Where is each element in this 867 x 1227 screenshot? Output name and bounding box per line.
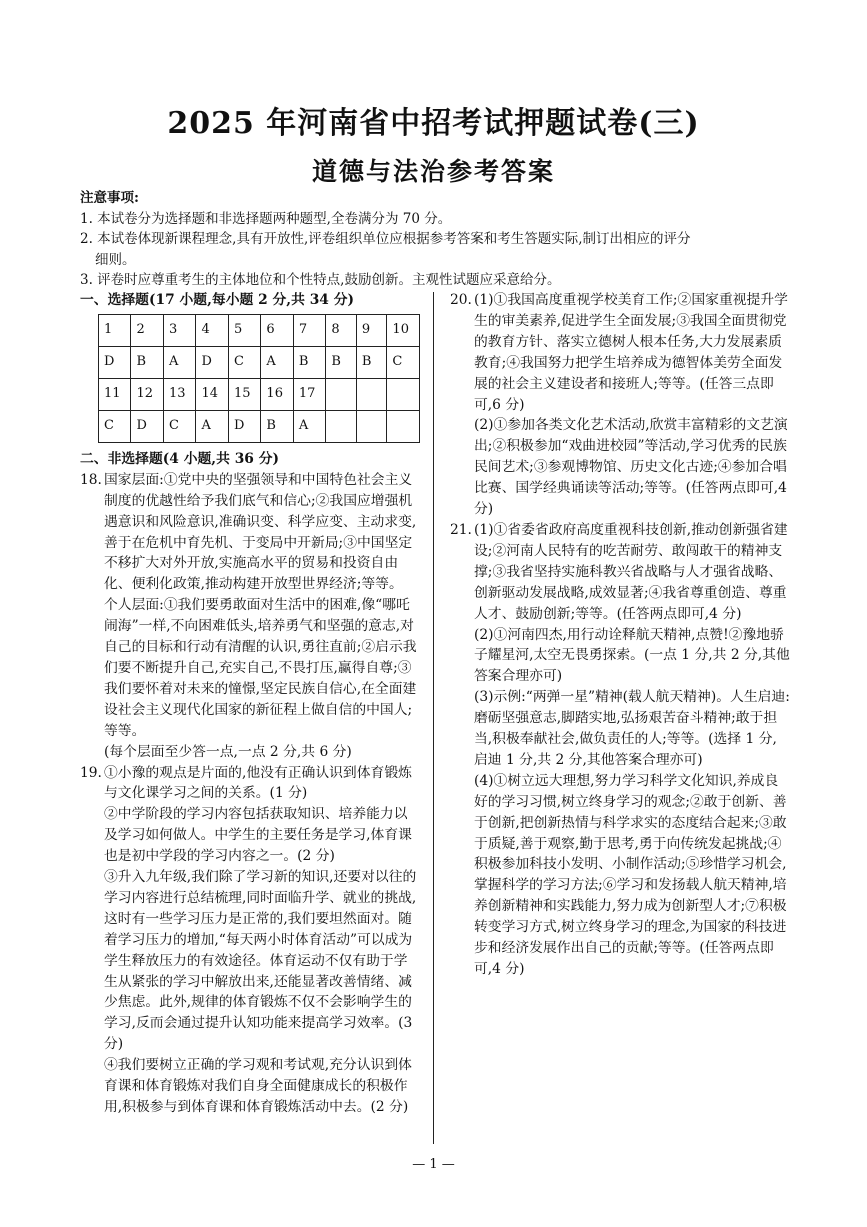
page-title: 2025 年河南省中招考试押题试卷(三)	[167, 106, 700, 141]
table-cell	[387, 410, 420, 442]
table-cell: 13	[163, 378, 195, 410]
answer-paragraph: (4)①树立远大理想,努力学习科学文化知识,养成良好的学习习惯,树立终身学习的观念;②敢于创新、善于创新,把创新热情与科学求实的态度结合起来;③敢于质疑,善于观察,勤于思考,勇于向传统发起挑战;④积极参加科技小发明、小制作活动;⑤珍惜学习机会,掌握科学的学习方法;⑥学习和发扬载人航天精神,培养创新精神和实践能力,努力成为创新型人才;⑦积极转变学习方式,树立终身学习的理念,为国家的科技进步和经济发展作出自己的贡献;等等。(任答两点即可,4 分)	[474, 772, 787, 977]
question-19	[80, 763, 420, 1118]
table-cell: 5	[228, 314, 260, 346]
table-cell: 16	[261, 378, 293, 410]
notes-item-2: 2. 本试卷体现新课程理念,具有开放性,评卷组织单位应根据参考答案和考生答题实际,制订出相应的评分	[80, 231, 691, 247]
table-cell: 15	[228, 378, 260, 410]
table-cell: 12	[131, 378, 163, 410]
left-column	[80, 290, 420, 1118]
table-row	[99, 314, 420, 346]
table-row	[99, 346, 420, 378]
table-cell: D	[99, 346, 131, 378]
question-number: 18.	[80, 471, 102, 488]
table-cell: D	[131, 410, 163, 442]
question-20	[450, 290, 790, 520]
table-cell: 6	[261, 314, 293, 346]
table-cell: C	[99, 410, 131, 442]
answer-paragraph: (每个层面至少答一点,一点 2 分,共 6 分)	[104, 743, 352, 760]
answer-paragraph: ④我们要树立正确的学习观和考试观,充分认识到体育课和体育锻炼对我们自身全面健康成长的积极作用,积极参与到体育课和体育锻炼活动中去。(2 分)	[104, 1057, 412, 1115]
table-cell: A	[163, 346, 195, 378]
table-cell: 9	[356, 314, 387, 346]
answer-paragraph: (2)①河南四杰,用行动诠释航天精神,点赞!②豫地骄子耀星河,太空无畏勇探索。(一点 1 分,共 2 分,其他答案合理亦可)	[474, 626, 790, 685]
table-cell: 7	[293, 314, 325, 346]
answer-paragraph: (1)①省委省政府高度重视科技创新,推动创新强省建设;②河南人民特有的吃苦耐劳、敢闯敢干的精神支撑;③我省坚持实施科教兴省战略与人才强省战略、创新驱动发展战略,成效显著;④我省尊重创造、尊重人才、鼓励创新;等等。(任答两点即可,4 分)	[474, 521, 788, 622]
page-number: — 1 —	[412, 1157, 455, 1172]
table-cell: A	[261, 346, 293, 378]
answer-paragraph: (2)①参加各类文化艺术活动,欣赏丰富精彩的文艺演出;②积极参加“戏曲进校园”等活动,学习优秀的民族民间艺术;③参观博物馆、历史文化古迹;④参加合唱比赛、国学经典诵读等活动;等等。(任答两点即可,4 分)	[474, 417, 788, 518]
notes-block	[80, 188, 800, 291]
answer-paragraph: (1)①我国高度重视学校美育工作;②国家重视提升学生的审美素养,促进学生全面发展;③我国全面贯彻党的教育方针、落实立德树人根本任务,大力发展素质教育;④我国努力把学生培养成为德智体美劳全面发展的社会主义建设者和接班人;等等。(任答三点即可,6 分)	[474, 292, 788, 413]
notes-item-1: 1. 本试卷分为选择题和非选择题两种题型,全卷满分为 70 分。	[80, 210, 452, 227]
question-number: 21.	[450, 521, 472, 538]
table-cell: 11	[99, 378, 131, 410]
table-cell: D	[228, 410, 260, 442]
question-21	[450, 520, 790, 980]
question-18	[80, 470, 420, 763]
table-cell: B	[293, 346, 325, 378]
choice-answer-table	[98, 314, 420, 443]
table-cell: B	[356, 346, 387, 378]
table-cell: 8	[326, 314, 357, 346]
answer-paragraph: (3)示例:“两弹一星”精神(载人航天精神)。人生启迪:磨砺坚强意志,脚踏实地,弘扬艰苦奋斗精神;敢于担当,积极奉献社会,做负责任的人;等等。(选择 1 分,启迪 1 分,共 2 分,其他答案合理亦可)	[474, 689, 790, 768]
table-cell: 17	[293, 378, 325, 410]
answer-paragraph: 国家层面:①党中央的坚强领导和中国特色社会主义制度的优越性给予我们底气和信心;②我国应增强机遇意识和风险意识,准确识变、科学应变、主动求变,善于在危机中育先机、于变局中开新局;③中国坚定不移扩大对外开放,实施高水平的贸易和投资自由化、便利化政策,推动构建开放型世界经济;等等。	[104, 471, 417, 593]
table-cell: B	[326, 346, 357, 378]
table-cell: C	[387, 346, 420, 378]
table-row	[99, 410, 420, 442]
table-row	[99, 378, 420, 410]
section1-heading: 一、选择题(17 小题,每小题 2 分,共 34 分)	[80, 292, 355, 308]
table-cell: 2	[131, 314, 163, 346]
table-cell: 3	[163, 314, 195, 346]
table-cell: B	[261, 410, 293, 442]
right-column	[450, 290, 790, 980]
table-cell	[387, 378, 420, 410]
table-cell	[356, 410, 387, 442]
question-number: 19.	[80, 764, 102, 781]
notes-item-2-cont: 细则。	[95, 251, 136, 268]
notes-heading: 注意事项:	[80, 190, 139, 206]
question-number: 20.	[450, 292, 472, 308]
table-cell: 4	[196, 314, 228, 346]
answer-paragraph: ③升入九年级,我们除了学习新的知识,还要对以往的学习内容进行总结梳理,同时面临升学、就业的挑战,这时有一些学习压力是正常的,我们要坦然面对。随着学习压力的增加,“每天两小时体育活动”可以成为学生释放压力的有效途径。体育运动不仅有助于学生从紧张的学习中解放出来,还能显著改善情绪、减少焦虑。此外,规律的体育锻炼不仅不会影响学生的学习,反而会通过提升认知功能来提高学习效率。(3 分)	[104, 869, 417, 1053]
table-cell: 1	[99, 314, 131, 346]
table-cell: C	[228, 346, 260, 378]
table-cell	[326, 378, 357, 410]
table-cell: B	[131, 346, 163, 378]
table-cell	[326, 410, 357, 442]
answer-paragraph: ①小豫的观点是片面的,他没有正确认识到体育锻炼与文化课学习之间的关系。(1 分)	[104, 764, 412, 802]
answer-paragraph: ②中学阶段的学习内容包括获取知识、培养能力以及学习如何做人。中学生的主要任务是学习,体育课也是初中学段的学习内容之一。(2 分)	[104, 806, 412, 865]
notes-item-3: 3. 评卷时应尊重考生的主体地位和个性特点,鼓励创新。主观性试题应采意给分。	[80, 272, 561, 288]
table-cell: 14	[196, 378, 228, 410]
column-divider	[433, 292, 434, 1144]
table-cell: C	[163, 410, 195, 442]
table-cell: 10	[387, 314, 420, 346]
answer-paragraph: 个人层面:①我们要勇敢面对生活中的困难,像“哪吒闹海”一样,不向困难低头,培养勇气和坚强的意志,对自己的目标和行动有清醒的认识,勇往直前;②启示我们要不断提升自己,充实自己,不畏打压,赢得自尊;③我们要怀着对未来的憧憬,坚定民族自信心,在全面建设社会主义现代化国家的新征程上做自信的中国人;等等。	[104, 597, 417, 739]
table-cell: D	[196, 346, 228, 378]
table-cell: A	[196, 410, 228, 442]
table-cell: A	[293, 410, 325, 442]
page-subtitle: 道德与法治参考答案	[311, 157, 555, 186]
table-cell	[356, 378, 387, 410]
section2-heading: 二、非选择题(4 小题,共 36 分)	[80, 450, 280, 467]
